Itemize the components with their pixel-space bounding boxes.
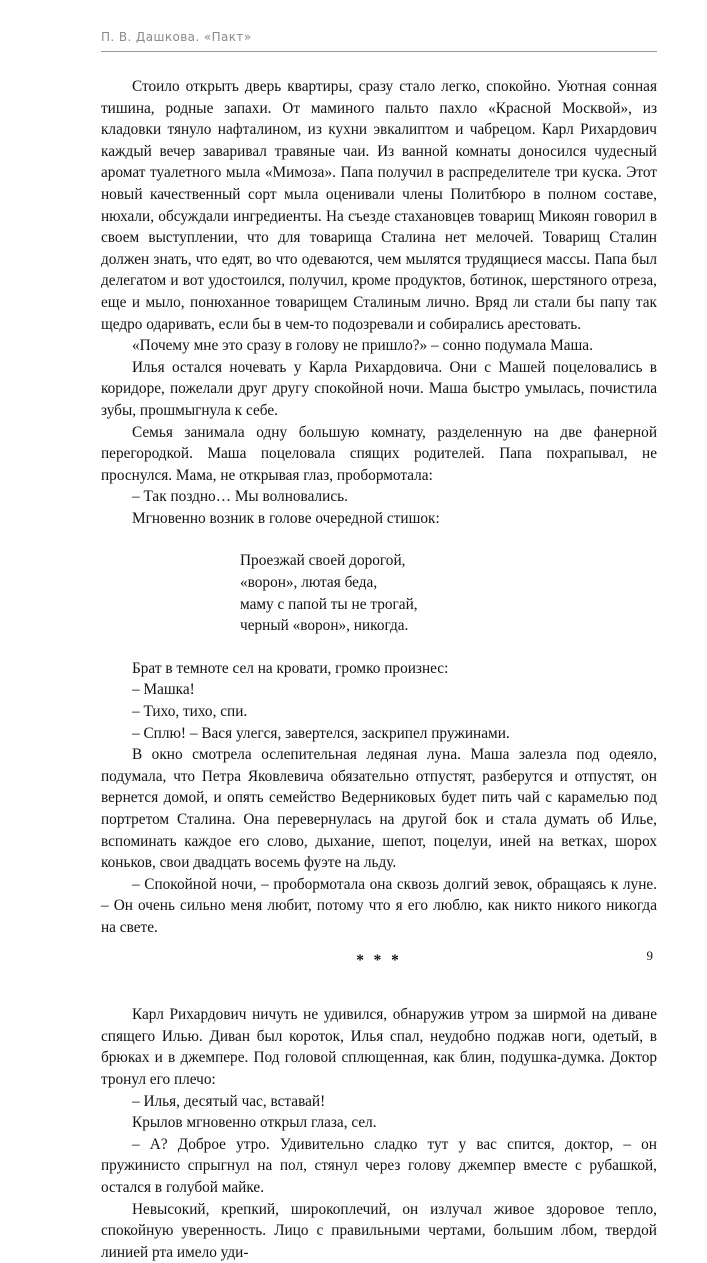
poem-line: Проезжай своей дорогой, <box>240 550 657 572</box>
paragraph: Стоило открыть дверь квартиры, сразу стало легко, спокойно. Уютная сонная тишина, родные запахи. От маминого пальто пахло «Красной Москвой», из кладовки тянуло нафталином, из кухни эвкалиптом и чабрецом. Карл Рихардович каждый вечер заваривал травяные чаи. Из ванной комнаты доносился чудесный аромат туалетного мыла «Мимоза». Папа получил в распределителе три куска. Этот новый качественный сорт мыла оценивали члены Политбюро в полном составе, нюхали, обсуждали ингредиенты. На съезде стахановцев товарищ Микоян говорил в своем выступлении, что для товарища Сталина нет мелочей. Товарищ Сталин должен знать, что едят, во что одеваются, чем мылятся трудящиеся массы. Папа был делегатом и вот удостоился, получил, кроме продуктов, ботинок, шерстяного отреза, еще и мыло, понюханное товарищем Сталиным лично. Вряд ли стали бы папу так щедро одаривать, если бы в чем-то подозревали и собирались арестовать. <box>101 76 657 335</box>
paragraph: Брат в темноте сел на кровати, громко произнес: <box>101 658 657 680</box>
header-divider <box>101 51 657 52</box>
paragraph: Крылов мгновенно открыл глаза, сел. <box>101 1112 657 1134</box>
poem-block <box>240 550 657 636</box>
dialogue-line: – Илья, десятый час, вставай! <box>101 1091 657 1113</box>
paragraph: – Спокойной ночи, – пробормотала она сквозь долгий зевок, обращаясь к луне. – Он очень сильно меня любит, потому что я его люблю, как никто никого никогда на свете. <box>101 874 657 939</box>
paragraph: Семья занимала одну большую комнату, разделенную на две фанерной перегородкой. Маша поцеловала спящих родителей. Папа похрапывал, не проснулся. Мама, не открывая глаз, пробормотала: <box>101 422 657 487</box>
dialogue-line: – Тихо, тихо, спи. <box>101 701 657 723</box>
page-body <box>101 76 657 1263</box>
poem-line: маму с папой ты не трогай, <box>240 594 657 616</box>
paragraph: – А? Доброе утро. Удивительно сладко тут у вас спится, доктор, – он пружинисто спрыгнул на пол, стянул через голову джемпер вместе с рубашкой, остался в голубой майке. <box>101 1134 657 1199</box>
section-separator: * * * <box>101 950 657 972</box>
paragraph: Невысокий, крепкий, широкоплечий, он излучал живое здоровое тепло, спокойную уверенность. Лицо с правильными чертами, большим лбом, твердой линией рта имело уди- <box>101 1199 657 1263</box>
paragraph: Илья остался ночевать у Карла Рихардовича. Они с Машей поцеловались в коридоре, пожелали друг другу спокойной ночи. Маша быстро умылась, почистила зубы, прошмыгнула к себе. <box>101 357 657 422</box>
paragraph: Карл Рихардович ничуть не удивился, обнаружив утром за ширмой на диване спящего Илью. Диван был короток, Илья спал, неудобно поджав ноги, одетый, в брюках и в джемпере. Под головой сплющенная, как блин, подушка-думка. Доктор тронул его плечо: <box>101 1004 657 1090</box>
dialogue-line: – Так поздно… Мы волновались. <box>101 486 657 508</box>
paragraph: Мгновенно возник в голове очередной стишок: <box>101 508 657 530</box>
running-header: П. В. Дашкова. «Пакт» <box>101 30 657 44</box>
dialogue-line: – Машка! <box>101 679 657 701</box>
paragraph: В окно смотрела ослепительная ледяная луна. Маша залезла под одеяло, подумала, что Петра Яковлевича обязательно отпустят, разберутся и отпустят, он вернется домой, и опять семейство Ведерниковых будет пить чай с карамелью под портретом Сталина. Она перевернулась на другой бок и стала думать об Илье, вспоминать каждое его слово, дыхание, шепот, поцелуи, иней на ветках, шорох коньков, свои двадцать восемь фуэте на льду. <box>101 744 657 874</box>
poem-line: черный «ворон», никогда. <box>240 615 657 637</box>
poem-line: «ворон», лютая беда, <box>240 572 657 594</box>
page-number: 9 <box>647 948 654 964</box>
dialogue-line: – Сплю! – Вася улегся, завертелся, заскрипел пружинами. <box>101 723 657 745</box>
paragraph: «Почему мне это сразу в голову не пришло?» – сонно подумала Маша. <box>101 335 657 357</box>
